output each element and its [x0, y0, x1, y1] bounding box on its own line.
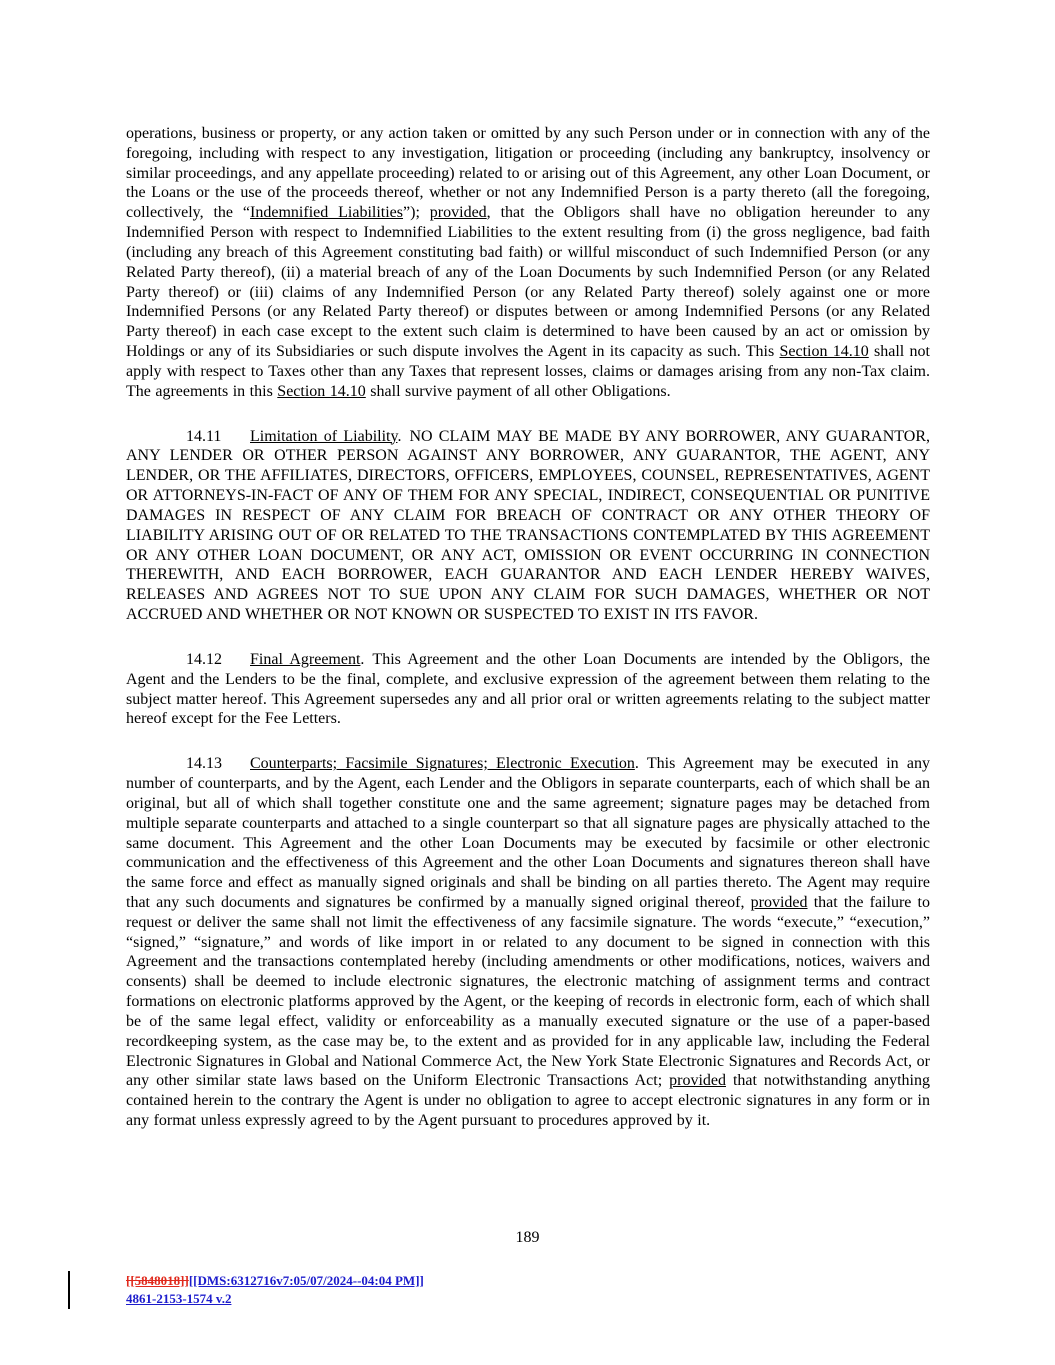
paragraph-section-14-12: 14.12 Final Agreement. This Agreement and the other Loan Documents are intended by the Obligors, the Agent and the Lenders to be the final, complete, and exclusive expression of the agreement between them relating to the subject matter hereof. This Agreement supersedes any and all prior oral or written agreements relating to the subject matter hereof except for the Fee Letters. — [126, 650, 930, 728]
paragraph-section-14-13: 14.13 Counterparts; Facsimile Signatures; Electronic Execution. This Agreement may be executed in any number of counterparts, and by the Agent, each Lender and the Obligors in separate counterparts, each of which shall be an original, but all of which shall together constitute one and the same agreement; signature pages may be detached from multiple separate counterparts and attached to a single counterpart so that all signature pages are physically attached to the same document. This Agreement and the other Loan Documents may be executed by facsimile or other electronic communication and the effectiveness of this Agreement and the other Loan Documents and signatures thereon shall have the same force and effect as manually signed originals and shall be binding on all parties thereto. The Agent may require that any such documents and signatures be confirmed by a manually signed original thereof, provided that the failure to request or deliver the same shall not limit the effectiveness of any facsimile signature. The words “execute,” “execution,” “signed,” “signature,” and words of like import in or related to any document to be signed in connection with this Agreement and the transactions contemplated hereby (including amendments or other modifications, notices, waivers and consents) shall be deemed to include electronic signatures, the electronic matching of assignment terms and contract formations on electronic platforms approved by the Agent, or the keeping of records in electronic form, each of which shall be of the same legal effect, validity or enforceability as a manually executed signature or the use of a paper-based recordkeeping system, as the case may be, to the extent and as provided for in any applicable law, including the Federal Electronic Signatures in Global and National Commerce Act, the New York State Electronic Signatures and Records Act, or any other similar state laws based on the Uniform Electronic Transactions Act; provided that notwithstanding anything contained herein to the contrary the Agent is under no obligation to agree to accept electronic signatures in any form or in any format unless expressly agreed to by the Agent pursuant to procedures approved by it. — [126, 755, 931, 1130]
body-text: that notwithstanding anything contained herein to the contrary the Agent is under no obligation to agree to accept electronic signatures in any form or in any format unless expressly agreed to by the Agent pursuant to procedures approved by it. — [126, 1072, 930, 1130]
section-heading: Limitation of Liability — [250, 427, 398, 445]
body-text: NO CLAIM MAY BE MADE BY ANY BORROWER, ANY GUARANTOR, ANY LENDER OR OTHER PERSON AGAINST ANY BORROWER, ANY GUARANTOR, THE AGENT, ANY LENDER, OR THE AFFILIATES, DIRECTORS, OFFICERS, EMPLOYEES, COUNSEL, REPRESENTATIVES, AGENT OR ATTORNEYS-IN-FACT OF ANY OF THEM FOR ANY SPECIAL, INDIRECT, CONSEQUENTIAL OR PUNITIVE DAMAGES IN RESPECT OF ANY CLAIM FOR BREACH OF CONTRACT OR ANY OTHER THEORY OF LIABILITY ARISING OUT OF OR RELATED TO THE TRANSACTIONS CONTEMPLATED BY THIS AGREEMENT OR ANY OTHER LOAN DOCUMENT, OR ANY ACT, OMISSION OR EVENT OCCURRING IN CONNECTION THEREWITH, AND EACH BORROWER, EACH GUARANTOR AND EACH LENDER HEREBY WAIVES, RELEASES AND AGREES NOT TO SUE UPON ANY CLAIM FOR SUCH DAMAGES, WHETHER OR NOT ACCRUED AND WHETHER OR NOT KNOWN OR SUSPECTED TO EXIST IN ITS FAVOR. — [126, 427, 931, 624]
footer-line-1 — [126, 1272, 424, 1290]
footer-document-version: 4861-2153-1574 v.2 — [126, 1291, 232, 1307]
body-text: operations, business or property, or any action taken or omitted by any such Person under or in connection with any of the foregoing, including with respect to any investigation, litigation or proceeding (including any bankruptcy, insolvency or similar proceedings, and any appellate proceeding) related to or arising out of this Agreement, any other Loan Document, or the Loans or the use of the proceeds thereof, whether or not any Indemnified Person is a party thereto (all the foregoing, collectively, the “ — [126, 125, 930, 222]
footer-dms-stamp: [[DMS:6312716v7:05/07/2024--04:04 PM]] — [188, 1273, 424, 1288]
document-body — [126, 124, 930, 1131]
body-text: This Agreement and the other Loan Documents are intended by the Obligors, the Agent and the Lenders to be the final, complete, and exclusive expression of the agreement between them relating to the subject matter hereof. This Agreement supersedes any and all prior oral or written agreements relating to the subject matter hereof except for the Fee Letters. — [126, 650, 930, 728]
paragraph-indemnification-continuation — [126, 124, 930, 402]
underlined-term: Section 14.10 — [779, 343, 869, 361]
body-text: , that the Obligors shall have no obligation hereunder to any Indemnified Person with respect to Indemnified Liabilities to the extent resulting from (i) the gross negligence, bad faith (including any breach of this Agreement constituting bad faith) or willful misconduct of such Indemnified Person (or any Related Party thereof), (ii) a material breach of any of the Loan Documents by such Indemnified Person (or any Related Party thereof) or (iii) claims of any Indemnified Person (or any Related Party thereof) solely against one or more Indemnified Persons (or any Related Party thereof) or disputes between or among Indemnified Persons (or any Related Party thereof) in each case except to the extent such claim is determined to have been caused by an act or omission by Holdings or any of its Subsidiaries or such dispute involves the Agent in its capacity as such. This — [126, 204, 930, 361]
body-text: ”); — [403, 204, 430, 222]
body-text: shall survive payment of all other Obligations. — [365, 382, 671, 400]
footer-deleted-doc-id: [[5848018]] — [126, 1273, 189, 1288]
paragraph-section-14-11: 14.11 Limitation of Liability. NO CLAIM MAY BE MADE BY ANY BORROWER, ANY GUARANTOR, ANY LENDER OR OTHER PERSON AGAINST ANY BORROWER, ANY GUARANTOR, THE AGENT, ANY LENDER, OR THE AFFILIATES, DIRECTORS, OFFICERS, EMPLOYEES, COUNSEL, REPRESENTATIVES, AGENT OR ATTORNEYS-IN-FACT OF ANY OF THEM FOR ANY SPECIAL, INDIRECT, CONSEQUENTIAL OR PUNITIVE DAMAGES IN RESPECT OF ANY CLAIM FOR BREACH OF CONTRACT OR ANY OTHER THEORY OF LIABILITY ARISING OUT OF OR RELATED TO THE TRANSACTIONS CONTEMPLATED BY THIS AGREEMENT OR ANY OTHER LOAN DOCUMENT, OR ANY ACT, OMISSION OR EVENT OCCURRING IN CONNECTION THEREWITH, AND EACH BORROWER, EACH GUARANTOR AND EACH LENDER HEREBY WAIVES, RELEASES AND AGREES NOT TO SUE UPON ANY CLAIM FOR SUCH DAMAGES, WHETHER OR NOT ACCRUED AND WHETHER OR NOT KNOWN OR SUSPECTED TO EXIST IN ITS FAVOR. — [126, 427, 931, 624]
section-number: 14.12 — [186, 650, 222, 668]
underlined-term: provided — [429, 204, 487, 222]
section-number: 14.13 — [186, 755, 222, 773]
section-number: 14.11 — [186, 427, 222, 445]
underlined-term: provided — [669, 1072, 726, 1090]
underlined-term: Indemnified Liabilities — [250, 204, 404, 222]
revision-change-bar — [68, 1271, 70, 1309]
footer-line-2 — [126, 1290, 424, 1308]
section-heading: Counterparts; Facsimile Signatures; Electronic Execution — [250, 755, 635, 773]
body-text: that the failure to request or deliver the same shall not limit the effectiveness of any facsimile signature. The words “execute,” “execution,” “signed,” “signature,” and words of like import in or related to any document to be signed in connection with this Agreement and the transactions contemplated hereby (including amendments or other modifications, notices, waivers and consents) shall be deemed to include electronic signatures, the electronic matching of assignment terms and contract formations on electronic platforms approved by the Agent, or the keeping of records in electronic form, each of which shall be of the same legal effect, validity or enforceability as a manually executed signature or the use of a paper-based recordkeeping system, as the case may be, to the extent and as provided for in any applicable law, including the Federal Electronic Signatures in Global and National Commerce Act, the New York State Electronic Signatures and Records Act, or any other similar state laws based on the Uniform Electronic Transactions Act; — [126, 893, 931, 1090]
underlined-term: Section 14.10 — [277, 382, 366, 400]
body-text: shall not apply with respect to Taxes other than any Taxes that represent losses, claims or damages arising from any non-Tax claim. The agreements in this — [126, 343, 930, 400]
section-heading: Final Agreement — [250, 650, 361, 668]
body-text: This Agreement may be executed in any number of counterparts, and by the Agent, each Lender and the Obligors in separate counterparts, each of which shall be an original, but all of which shall together constitute one and the same agreement; signature pages may be detached from multiple separate counterparts and attached to a single counterpart so that all signature pages are physically attached to the same document. This Agreement and the other Loan Documents may be executed by facsimile or other electronic communication and the effectiveness of this Agreement and the other Loan Documents and signatures thereon shall have the same force and effect as manually signed originals and shall be binding on all parties thereto. The Agent may require that any such documents and signatures be confirmed by a manually signed original thereof, — [126, 755, 931, 911]
underlined-term: provided — [750, 893, 808, 911]
page-number: 189 — [515, 1229, 540, 1246]
footer — [126, 1272, 424, 1308]
